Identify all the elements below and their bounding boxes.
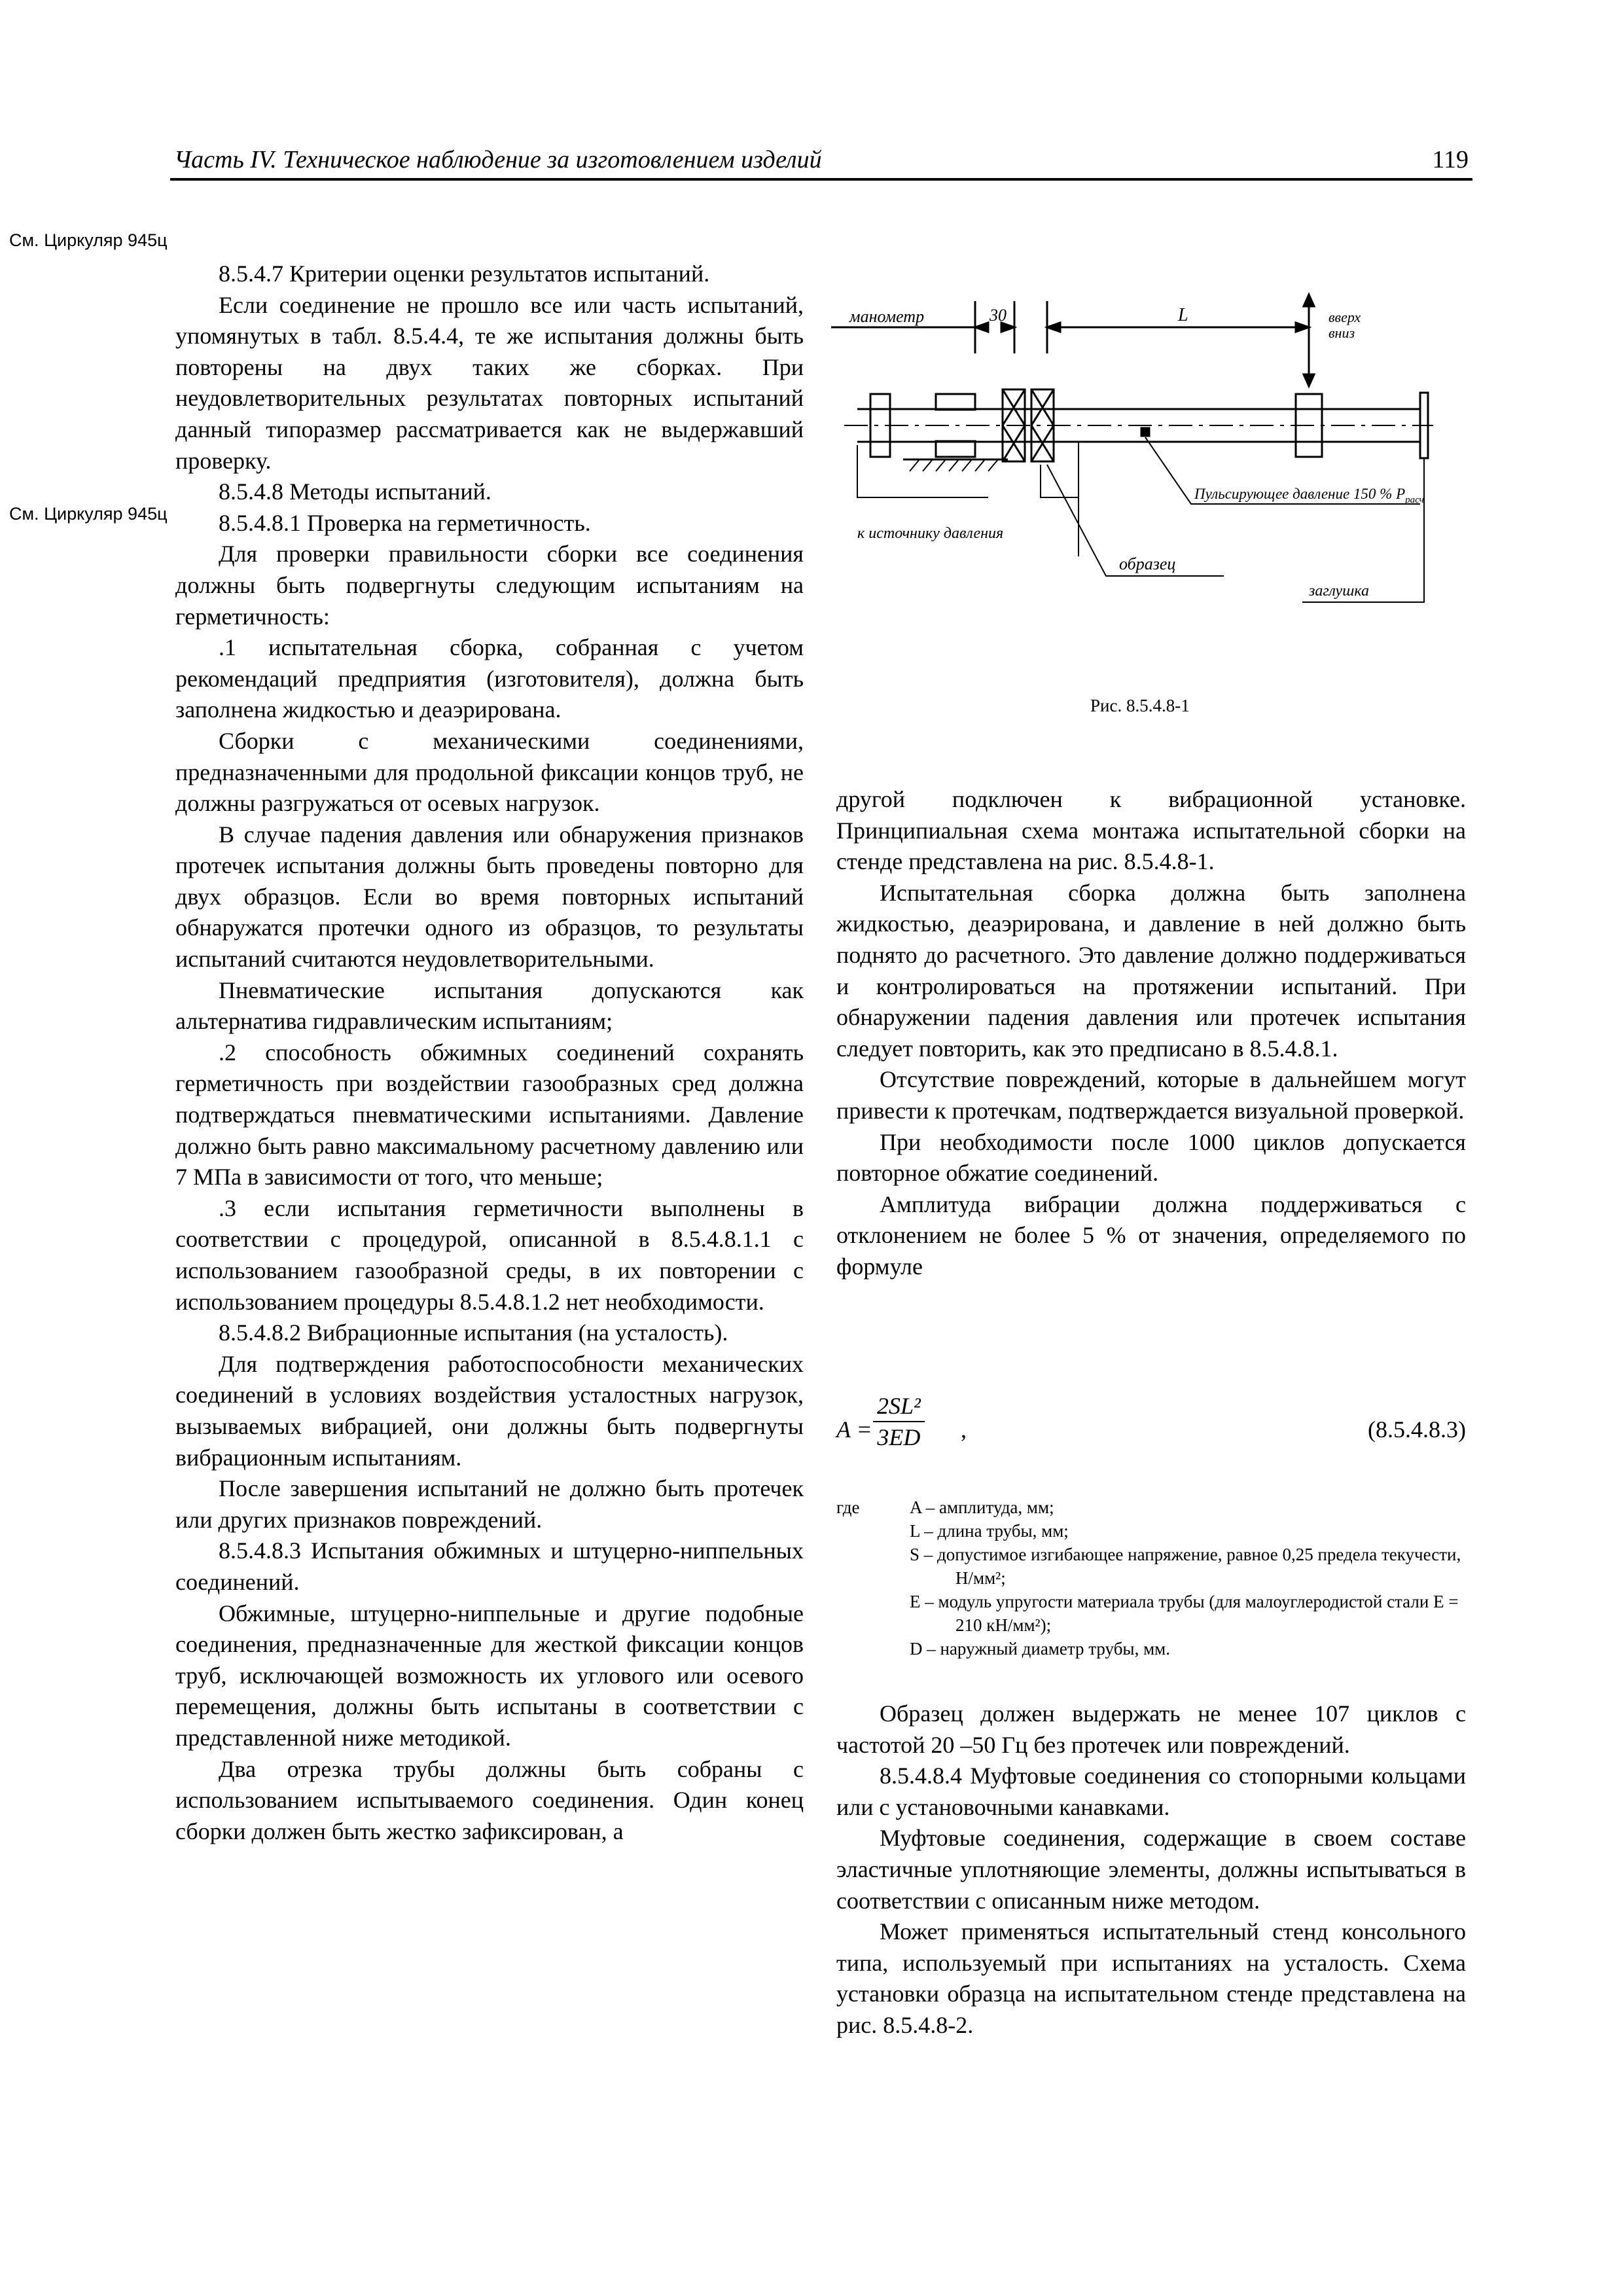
section-heading: 8.5.4.8.4 Муфтовые соединения со стопорными кольцами или с установочными канавками.: [836, 1763, 1466, 1820]
label-sample: образец: [1119, 554, 1176, 573]
definition-item: A – амплитуда, мм;: [910, 1498, 1054, 1517]
formula-comma: ,: [961, 1416, 967, 1443]
paragraph: Обжимные, штуцерно-ниппельные и другие подобные соединения, предназначенные для жесткой фиксации концов труб, исключающей возможность их углового или осевого перемещения, должны быть испытаны в соответствии с представленной ниже методикой.: [175, 1600, 804, 1751]
paragraph: Отсутствие повреждений, которые в дальнейшем могут привести к протечкам, подтверждается визуальной проверкой.: [836, 1066, 1466, 1124]
test-rig-schematic: [831, 281, 1459, 635]
label-up: вверх: [1329, 309, 1361, 325]
formula-numerator: 2SL²: [873, 1391, 925, 1422]
paragraph: При необходимости после 1000 циклов допускается повторное обжатие соединений.: [836, 1128, 1466, 1187]
definition-item: L – длина трубы, мм;: [910, 1521, 1069, 1541]
paragraph: другой подключен к вибрационной установке. Принципиальная схема монтажа испытательной сборки на стенде представлена на рис. 8.5.4.8-1.: [836, 786, 1466, 875]
section-heading: 8.5.4.8.2 Вибрационные испытания (на усталость).: [219, 1319, 728, 1346]
formula-lhs: A =: [836, 1416, 872, 1443]
section-heading: 8.5.4.8.1 Проверка на герметичность.: [219, 509, 591, 536]
label-source: к источнику давления: [857, 525, 1004, 542]
definition-item: D – наружный диаметр трубы, мм.: [910, 1639, 1170, 1659]
running-title: Часть IV. Техническое наблюдение за изготовлением изделий: [174, 146, 822, 173]
paragraph: Если соединение не прошло все или часть испытаний, упомянутых в табл. 8.5.4.4, те же испытания должны быть повторены на двух таких же сборках. При неудовлетворительных результатах повторных испытаний данный типоразмер рассматривается как не выдержавший проверку.: [175, 291, 804, 474]
margin-note: См. Циркуляр 945ц: [9, 230, 168, 250]
paragraph: Испытательная сборка должна быть заполнена жидкостью, деаэрирована, и давление в ней должно быть поднято до расчетного. Это давление должно поддерживаться и контролироваться на протяжении испытаний. При обнаружении падения давления или протечек испытания следует повторить, как это предписано в 8.5.4.8.1.: [836, 879, 1466, 1062]
amplitude-formula: [836, 1391, 1466, 1463]
list-item: .2 способность обжимных соединений сохранять герметичность при воздействии газообразных сред должна подтверждаться пневматическими испытаниями. Давление должно быть равно максимальному расчетному давлению или 7 МПа в зависимости от того, что меньше;: [175, 1039, 804, 1191]
formula-denominator: 3ED: [877, 1424, 921, 1450]
paragraph: Муфтовые соединения, содержащие в своем составе эластичные уплотняющие элементы, должны испытываться в соответствии с описанным ниже методом.: [836, 1825, 1466, 1914]
right-column-bottom: [836, 1698, 1466, 2041]
paragraph: Два отрезка трубы должны быть собраны с использованием испытываемого соединения. Один конец сборки должен быть жестко зафиксирован, а: [175, 1755, 804, 1844]
list-item: .1 испытательная сборка, собранная с учетом рекомендаций предприятия (изготовителя), должна быть заполнена жидкостью и деаэрирована.: [175, 634, 804, 723]
formula-fraction: [873, 1391, 925, 1452]
paragraph: В случае падения давления или обнаружения признаков протечек испытания должны быть проведены повторно для двух образцов. Если во время повторных испытаний обнаружатся протечки одного из образцов, то результаты испытаний считаются неудовлетворительными.: [175, 821, 804, 973]
figure-caption: Рис. 8.5.4.8-1: [1090, 696, 1190, 715]
definition-item: E – модуль упругости материала трубы (для малоуглеродистой стали E = 210 кН/мм²);: [910, 1592, 1459, 1635]
section-heading: 8.5.4.8.3 Испытания обжимных и штуцерно-ниппельных соединений.: [175, 1537, 804, 1595]
where-keyword: где: [836, 1498, 860, 1517]
label-dim-L: L: [1178, 305, 1188, 325]
test-rig-diagram: [831, 281, 1459, 635]
list-item: .3 если испытания герметичности выполнены в соответствии с процедурой, описанной в 8.5.4.8.1.1 с использованием газообразной среды, в их повторении с использованием процедуры 8.5.4.8.1.2 нет необходимости.: [175, 1194, 804, 1315]
page-header: [170, 145, 1472, 181]
section-heading: 8.5.4.7 Критерии оценки результатов испытаний.: [219, 260, 710, 287]
label-dim-30: 30: [990, 306, 1007, 325]
label-plug: заглушка: [1309, 583, 1369, 600]
section-heading: 8.5.4.8 Методы испытаний.: [219, 478, 491, 505]
paragraph: Для проверки правильности сборки все соединения должны быть подвергнуты следующим испытаниям на герметичность:: [175, 541, 804, 630]
paragraph: Сборки с механическими соединениями, предназначенными для продольной фиксации концов труб, не должны разгружаться от осевых нагрузок.: [175, 727, 804, 817]
right-column-top: [836, 784, 1466, 1283]
paragraph: Амплитуда вибрации должна поддерживаться с отклонением не более 5 % от значения, определяемого по формуле: [836, 1191, 1466, 1280]
left-column: [175, 259, 804, 1847]
label-manometer: манометр: [849, 307, 925, 326]
paragraph: После завершения испытаний не должно быть протечек или других признаков повреждений.: [175, 1475, 804, 1533]
margin-note: См. Циркуляр 945ц: [9, 504, 168, 524]
variable-definitions: [836, 1496, 1466, 1660]
paragraph: Образец должен выдержать не менее 107 циклов с частотой 20 –50 Гц без протечек или повреждений.: [836, 1700, 1466, 1758]
formula-number: (8.5.4.8.3): [1368, 1416, 1466, 1443]
label-down: вниз: [1329, 325, 1355, 341]
definition-item: S – допустимое изгибающее напряжение, равное 0,25 предела текучести, Н/мм²;: [910, 1545, 1461, 1588]
paragraph: Может применяться испытательный стенд консольного типа, используемый при испытаниях на усталость. Схема установки образца на испытательном стенде представлена на рис. 8.5.4.8-2.: [836, 1918, 1466, 2038]
paragraph: Пневматические испытания допускаются как альтернатива гидравлическим испытаниям;: [175, 977, 804, 1035]
label-pressure: Пульсирующее давление 150 % $P_{расч}$: [1194, 486, 1424, 505]
paragraph: Для подтверждения работоспособности механических соединений в условиях воздействия усталостных нагрузок, вызываемых вибрацией, они должны быть подвергнуты вибрационным испытаниям.: [175, 1350, 804, 1471]
page-number: 119: [1432, 146, 1469, 173]
